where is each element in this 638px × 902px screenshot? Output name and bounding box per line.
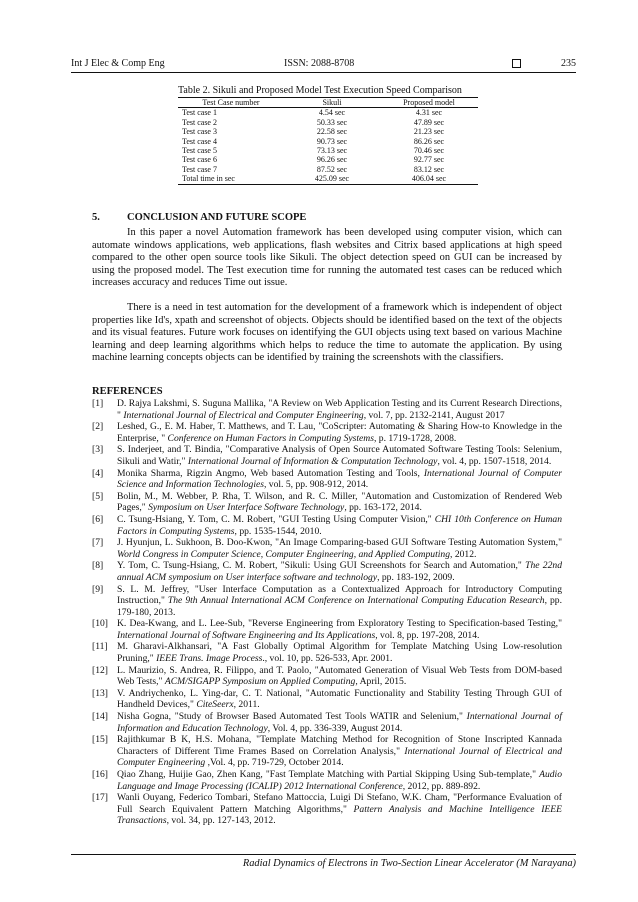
reference-item [92,641,562,664]
reference-details: , vol. 7, pp. 2132-2141, August 2017 [363,409,505,421]
reference-authors-title: C. Tsung-Hsiang, Y. Tom, C. M. Robert, "GUI Testing Using Computer Vision," [117,513,435,525]
table-cell: 83.12 sec [413,164,445,174]
reference-details: , pp. 1535-1544, 2010. [234,525,322,537]
reference-venue: IEEE Trans. Image Process [156,653,263,665]
reference-venue: World Congress in Computer Science, Computer Engineering, and Applied Computing [117,548,451,560]
reference-authors-title: K. Dea-Kwang, and L. Lee-Sub, "Reverse Engineering from Exploratory Testing to Specification-based Testing," [117,618,562,630]
column-header: Test Case number [178,98,284,108]
table-row [178,155,478,164]
table-cell: Test case 2 [182,117,217,127]
journal-name: Int J Elec & Comp Eng [71,58,165,69]
reference-item [92,560,562,583]
section-number: 5. [92,212,100,223]
reference-authors-title: Rajithkumar B K, H.S. Mohana, "Template Matching Method for Recognition of Stone Inscripted Kannada Characters of Different Time Frames Based on Correlation Analysis," [117,734,562,757]
table-cell: Test case 3 [182,127,217,137]
table-cell: 406.04 sec [380,174,478,184]
reference-details: , 2012, pp. 889-892. [402,780,481,792]
page-number: 235 [561,58,576,69]
table-cell: Test case 6 [182,155,217,165]
references-list [92,398,562,827]
table-cell: 22.58 sec [316,127,348,137]
table-cell: 21.23 sec [413,127,445,137]
reference-item [92,398,562,421]
reference-number: [11] [92,641,108,653]
reference-authors-title: M. Gharavi-Alkhansari, "A Fast Globally Optimal Algorithm for Template Matching Using Low-resolution Pruning," [117,641,562,665]
reference-number: [1] [92,398,104,409]
section-title: CONCLUSION AND FUTURE SCOPE [127,212,307,223]
issn: ISSN: 2088-8708 [284,58,355,69]
reference-item [92,792,562,827]
reference-authors-title: D. Rajya Lakshmi, S. Suguna Mallika, "A Review on Web Application Testing and its Current Research Directions, " [117,398,562,421]
reference-number: [10] [92,618,108,630]
table-row [178,165,478,174]
reference-venue: The 22nd annual ACM symposium on User interface software and technology [117,560,562,583]
reference-details: , vol. 5, pp. 908-912, 2014. [264,479,369,491]
reference-venue: Audio Language and Image Processing (ICALIP) 2012 International Conference [117,769,562,792]
reference-venue: International Journal of Computer Science and Information Technologies [117,467,562,491]
reference-number: [12] [92,664,108,676]
reference-number: [9] [92,583,104,595]
table-cell: Test case 7 [182,164,217,174]
reference-venue: International Journal of Information and Education Technology [117,711,563,734]
table-caption: Table 2. Sikuli and Proposed Model Test Execution Speed Comparison [178,85,462,96]
table-row [178,174,478,184]
table-cell: 86.26 sec [413,136,445,146]
reference-details: , pp. 163-172, 2014. [344,502,422,514]
reference-authors-title: V. Andriychenko, L. Ying-dar, C. T. National, "Automatic Functionality and Stability Testing Through GUI of Handheld Devices," [117,687,562,711]
table-cell: 4.31 sec [415,108,443,118]
reference-number: [8] [92,560,104,572]
reference-details: , pp. 179-180, 2013. [117,595,562,618]
reference-item [92,688,562,711]
table-header-row [178,98,478,108]
reference-item [92,514,562,537]
reference-number: [2] [92,421,104,433]
reference-authors-title: Monika Sharma, Rigzin Angmo, Web based Automation Testing and Tools, [117,467,424,479]
table-cell: Test case 4 [182,136,217,146]
reference-item [92,468,562,491]
reference-number: [14] [92,711,108,723]
reference-details: ,Vol. 4, pp. 719-729, October 2014. [205,757,344,769]
table-cell: Total time in sec [178,174,284,184]
table-cell: Test case 1 [182,108,217,118]
reference-venue: Symposium on User Interface Software Technology [148,502,345,514]
table-cell: Test case 5 [182,146,217,156]
table-cell: 73.13 sec [316,146,348,156]
table-cell: 92.77 sec [413,155,445,165]
reference-item [92,618,562,641]
comparison-table [178,97,478,185]
reference-venue: The 9th Annual International ACM Conference on International Computing Education Research [167,595,545,607]
table-row [178,118,478,127]
reference-number: [5] [92,490,104,502]
reference-item [92,769,562,792]
reference-details: , Vol. 4, pp. 336-339, August 2014. [267,722,403,734]
reference-details: , pp. 183-192, 2009. [377,571,455,583]
reference-item [92,734,562,769]
reference-item [92,444,562,467]
reference-number: [15] [92,734,108,746]
column-header: Sikuli [284,98,380,108]
table-cell: 96.26 sec [316,155,348,165]
reference-venue: CHI 10th Conference on Human Factors in Computing Systems [117,513,562,537]
reference-authors-title: Bolin, M., M. Webber, P. Rha, T. Wilson, and R. C. Miller, "Automation and Customization of Rendered Web Pages," [117,490,562,514]
reference-details: , p. 1719-1728, 2008. [373,432,457,444]
reference-number: [7] [92,537,104,549]
table-cell: 70.46 sec [413,146,445,156]
reference-details: ., vol. 10, pp. 526-533, Apr. 2001. [262,653,393,665]
reference-details: , vol. 34, pp. 127-143, 2012. [166,815,276,827]
table-cell: 425.09 sec [284,174,380,184]
reference-authors-title: S. Inderjeet, and T. Bindia, "Comparative Analysis of Open Source Automated Software Testing Tools: Selenium, Sikuli and Watir," [117,444,562,467]
reference-number: [4] [92,467,104,479]
header-divider [71,72,576,73]
reference-venue: International Journal of Information & Computation Technology [187,455,438,467]
reference-venue: ACM/SIGAPP Symposium on Applied Computing [164,676,356,688]
page-footer: Radial Dynamics of Electrons in Two-Section Linear Accelerator (M Narayana) [242,858,576,869]
reference-number: [17] [92,792,108,804]
reference-authors-title: Leshed, G., E. M. Haber, T. Matthews, and T. Lau, "CoScripter: Automating & Sharing How-to Knowledge in the Enterprise, " [117,421,562,444]
reference-number: [16] [92,769,108,780]
reference-authors-title: S. L. M. Jeffrey, "User Interface Computation as a Contextualized Approach for Introductory Computing Instruction," [117,583,562,607]
column-header: Proposed model [380,98,478,108]
reference-details: , 2012. [450,548,477,560]
reference-venue: CiteSeerx [196,699,234,711]
reference-authors-title: Nisha Gogna, "Study of Browser Based Automated Test Tools WATIR and Selenium," [117,711,467,723]
references-heading: REFERENCES [92,386,163,397]
reference-number: [13] [92,687,108,699]
reference-item [92,491,562,514]
paragraph: In this paper a novel Automation framework has been developed using computer vision, which can automate windows applications, web applications, flash websites and Citrix based applications at high speed compared to the other open source tools like Sikuli. The object detection speed on GUI can be increased by using the proposed model. The Test execution time for running the automated test cases can be reduced which increases accuracy and reduces Time out issue. [92,227,562,288]
reference-item [92,537,562,560]
square-icon [512,59,521,68]
reference-authors-title: Y. Tom, C. Tsung-Hsiang, C. M. Robert, "Sikuli: Using GUI Screenshots for Search and Automation," [117,560,526,572]
reference-venue: Conference on Human Factors in Computing Systems [167,432,374,444]
reference-item [92,421,562,444]
reference-item [92,665,562,688]
reference-venue: International Journal of Software Engineering and Its Applications [117,629,376,641]
reference-number: [6] [92,513,104,525]
table-cell: 50.33 sec [316,117,348,127]
reference-venue: International Journal of Electrical and Computer Engineering [117,745,562,769]
table-row [178,146,478,155]
reference-number: [3] [92,444,104,456]
reference-details: , vol. 4, pp. 1507-1518, 2014. [437,455,552,467]
reference-authors-title: J. Hyunjun, L. Sukhoon, B. Doo-Kwon, "An Image Comparing-based GUI Software Testing Automation System," [117,537,562,549]
reference-details: , April, 2015. [355,676,407,688]
reference-venue: International Journal of Electrical and Computer Engineering [123,409,364,421]
reference-details: , 2011. [233,699,260,711]
table-cell: 4.54 sec [318,108,346,118]
table-row [178,127,478,136]
reference-item [92,584,562,619]
reference-item [92,711,562,734]
table-cell: 87.52 sec [316,164,348,174]
paragraph: There is a need in test automation for the development of a framework which is independent of object properties like Id's, xpath and screenshot of objects. Objects should be identified based on the text of the objects and its visual features. Future work focuses on identifying the GUI objects using text based on various Machine learning and deep learning algorithms which helps to reduce the time to automate the application. By using machine learning concepts objects can be identified by training the screenshots with the classifiers. [92,302,562,363]
table-row [178,137,478,146]
reference-authors-title: L. Maurizio, S. Andrea, R. Filippo, and T. Paolo, "Automated Generation of Visual Web Tests from DOM-based Web Tests," [117,664,562,688]
reference-authors-title: Qiao Zhang, Huijie Gao, Zhen Kang, "Fast Template Matching with Partial Skipping Using Sub-template," [117,769,540,780]
reference-details: , vol. 8, pp. 197-208, 2014. [375,629,480,641]
table-row [178,108,478,118]
table-cell: 90.73 sec [316,136,348,146]
footer-divider [71,854,576,855]
table-body [178,108,478,184]
table-cell: 47.89 sec [413,117,445,127]
reference-authors-title: Wanli Ouyang, Federico Tombari, Stefano Mattoccia, Luigi Di Stefano, W.K. Cham, "Performance Evaluation of Full Search Equivalent Pattern Matching Algorithms," [117,792,562,815]
reference-venue: Pattern Analysis and Machine Intelligence IEEE Transactions [117,803,562,827]
